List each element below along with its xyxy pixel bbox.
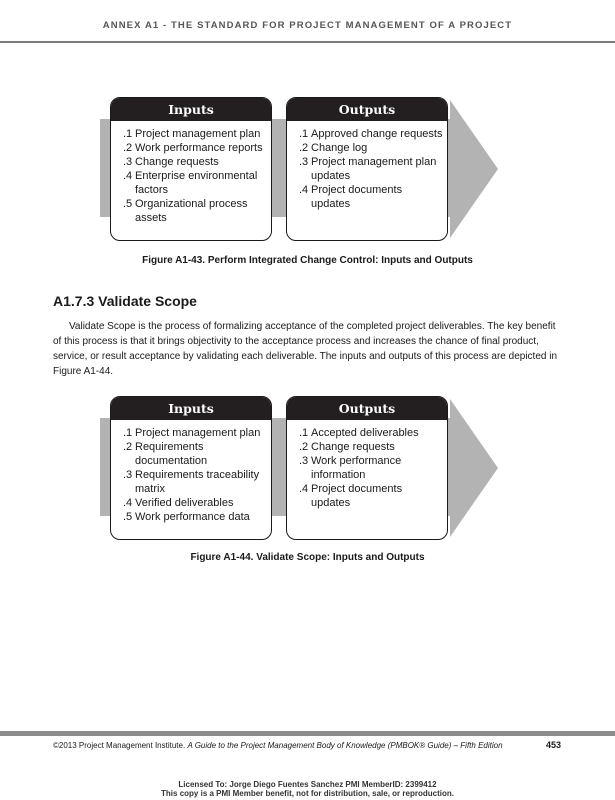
list-item: .5 Work performance data bbox=[123, 511, 250, 523]
figure-caption: Figure A1-43. Perform Integrated Change Control: Inputs and Outputs bbox=[142, 255, 473, 266]
figure-caption: Figure A1-44. Validate Scope: Inputs and Outputs bbox=[190, 552, 425, 563]
list-item: .4 Project documents updates bbox=[299, 483, 403, 509]
list-item: .1 Project management plan bbox=[123, 128, 261, 140]
list-item: .2 Requirements documentation bbox=[123, 441, 208, 467]
section-heading: A1.7.3 Validate Scope bbox=[53, 293, 197, 309]
header-rule bbox=[0, 41, 615, 43]
figure-a1-44-diagram bbox=[98, 396, 498, 542]
copyright-text: ©2013 Project Management Institute. bbox=[53, 741, 186, 750]
book-title: A Guide to the Project Management Body of Knowledge (PMBOK® Guide) – Fifth Edition bbox=[187, 741, 503, 750]
list-item: .4 Verified deliverables bbox=[123, 497, 234, 509]
outputs-box bbox=[286, 396, 448, 540]
outputs-list bbox=[287, 121, 447, 211]
list-item: .3 Project management plan updates bbox=[299, 156, 437, 182]
list-item: .3 Change requests bbox=[123, 156, 219, 168]
list-item: .3 Requirements traceability matrix bbox=[123, 469, 260, 495]
inputs-box bbox=[110, 97, 272, 241]
list-item: .4 Project documents updates bbox=[299, 184, 403, 210]
inputs-box bbox=[110, 396, 272, 540]
list-item: .2 Change log bbox=[299, 142, 368, 154]
inputs-header: Inputs bbox=[111, 98, 271, 121]
list-item: .2 Change requests bbox=[299, 441, 395, 453]
license-line: Licensed To: Jorge Diego Fuentes Sanchez PMI MemberID: 2399412 bbox=[178, 780, 437, 789]
inputs-list bbox=[111, 420, 271, 524]
list-item: .1 Accepted deliverables bbox=[299, 427, 419, 439]
inputs-list bbox=[111, 121, 271, 225]
outputs-list bbox=[287, 420, 447, 510]
list-item: .1 Project management plan bbox=[123, 427, 261, 439]
outputs-header: Outputs bbox=[287, 397, 447, 420]
outputs-box bbox=[286, 97, 448, 241]
inputs-header: Inputs bbox=[111, 397, 271, 420]
footer-rule bbox=[0, 731, 615, 736]
list-item: .1 Approved change requests bbox=[299, 128, 443, 140]
list-item: .4 Enterprise environmental factors bbox=[123, 170, 258, 196]
license-notice bbox=[0, 780, 615, 798]
footer-copyright bbox=[53, 741, 503, 750]
outputs-header: Outputs bbox=[287, 98, 447, 121]
running-head: ANNEX A1 - THE STANDARD FOR PROJECT MANAGEMENT OF A PROJECT bbox=[102, 20, 513, 31]
list-item: .2 Work performance reports bbox=[123, 142, 263, 154]
list-item: .3 Work performance information bbox=[299, 455, 402, 481]
body-paragraph: Validate Scope is the process of formalizing acceptance of the completed project deliverables. The key benefit of this process is that it brings objectivity to the acceptance process and increases the chance of final product, service, or result acceptance by validating each deliverable. The inputs and outputs of this process are depicted in Figure A1-44. bbox=[53, 321, 557, 377]
license-line: This copy is a PMI Member benefit, not for distribution, sale, or reproduction. bbox=[161, 789, 454, 798]
page-number: 453 bbox=[545, 740, 561, 750]
list-item: .5 Organizational process assets bbox=[123, 198, 248, 224]
figure-a1-43-diagram bbox=[98, 97, 498, 243]
